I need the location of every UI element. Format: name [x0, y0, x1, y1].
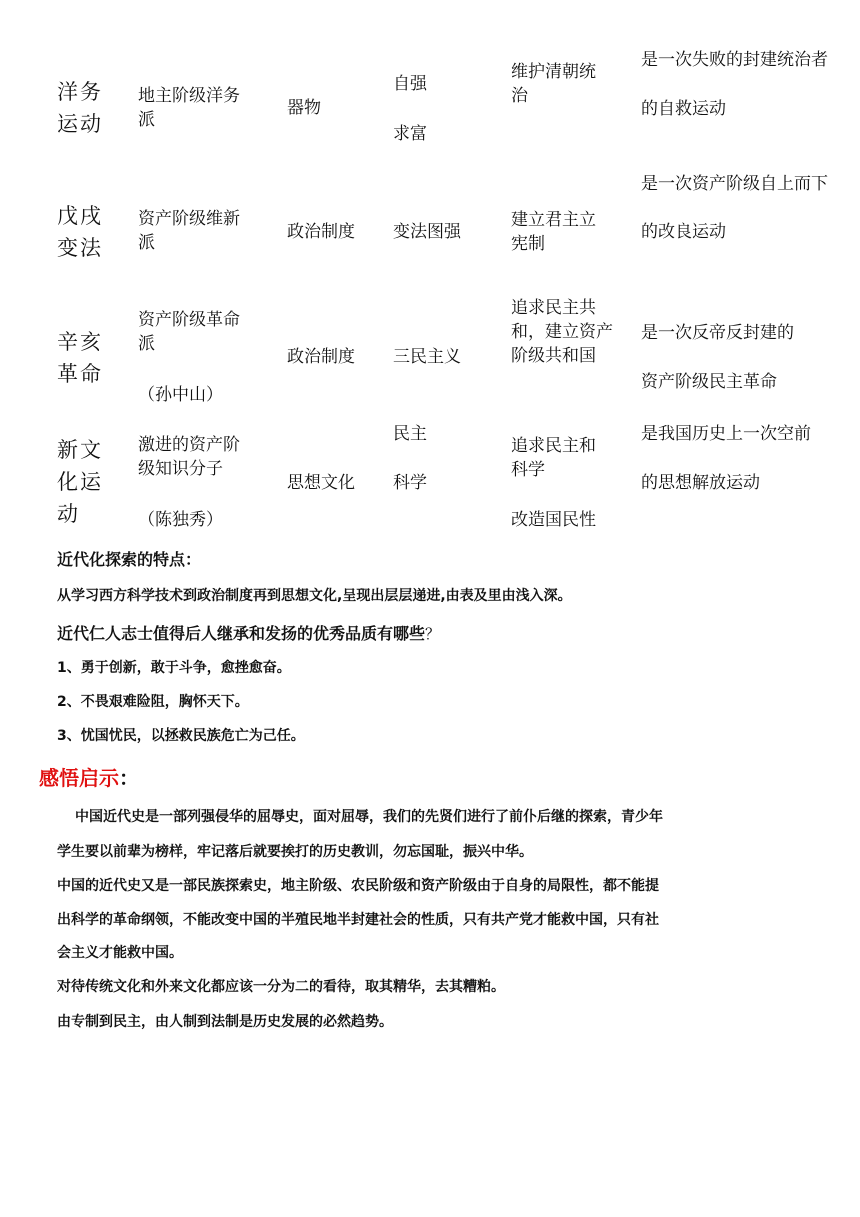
row4-domain: 思想文化: [287, 473, 355, 493]
insight-line-2: 学生要以前辈为榜样，牢记落后就要挨打的历史教训，勿忘国耻，振兴中华。: [57, 844, 533, 860]
insight-line-3: 中国的近代史又是一部民族探索史，地主阶级、农民阶级和资产阶级由于自身的局限性，都不能提: [57, 878, 659, 894]
qualities-item-2: 2、不畏艰难险阻，胸怀天下。: [57, 694, 249, 710]
row2-nature-1: 是一次资产阶级自上而下: [641, 174, 828, 194]
row4-nature-1: 是我国历史上一次空前: [641, 424, 811, 444]
row1-goal: 维护清朝统 治: [511, 62, 596, 106]
features-heading: 近代化探索的特点：: [57, 550, 202, 569]
row4-class: 激进的资产阶 级知识分子: [138, 435, 240, 479]
row2-nature-2: 的改良运动: [641, 222, 726, 242]
insight-heading: 感悟启示：: [39, 766, 139, 790]
row3-class: 资产阶级革命 派: [138, 310, 240, 354]
insight-line-1: 中国近代史是一部列强侵华的屈辱史，面对屈辱，我们的先贤们进行了前仆后继的探索，青少年: [75, 809, 663, 825]
row4-slogan-2: 科学: [393, 473, 427, 493]
row2-name: 戊戌 变法: [57, 204, 103, 260]
row3-nature-2: 资产阶级民主革命: [641, 372, 777, 392]
insight-line-5: 会主义才能救中国。: [57, 945, 183, 961]
row1-name: 洋务 运动: [57, 80, 103, 136]
insight-line-6: 对待传统文化和外来文化都应该一分为二的看待，取其精华，去其糟粕。: [57, 979, 505, 995]
row1-nature-2: 的自救运动: [641, 99, 726, 119]
row2-slogan: 变法图强: [393, 222, 461, 242]
row4-goal-3: 改造国民性: [511, 510, 596, 530]
row3-goal: 追求民主共 和，建立资产 阶级共和国: [511, 298, 613, 366]
row3-domain: 政治制度: [287, 347, 355, 367]
row2-class: 资产阶级维新 派: [138, 209, 240, 253]
row1-slogan-1: 自强: [393, 74, 427, 94]
row4-nature-2: 的思想解放运动: [641, 473, 760, 493]
row3-slogan: 三民主义: [393, 347, 461, 367]
features-text: 从学习西方科学技术到政治制度再到思想文化,呈现出层层递进,由表及里由浅入深。: [57, 588, 572, 604]
qualities-heading: 近代仁人志士值得后人继承和发扬的优秀品质有哪些？: [57, 624, 441, 643]
row2-goal: 建立君主立 宪制: [511, 210, 596, 254]
row4-name: 新文 化运 动: [57, 438, 103, 526]
row3-person: （孙中山）: [138, 385, 223, 405]
qualities-item-3: 3、忧国忧民，以拯救民族危亡为己任。: [57, 728, 305, 744]
insight-line-4: 出科学的革命纲领，不能改变中国的半殖民地半封建社会的性质，只有共产党才能救中国，只有社: [57, 912, 659, 928]
row3-nature-1: 是一次反帝反封建的: [641, 323, 794, 343]
row1-domain: 器物: [287, 98, 321, 118]
row2-domain: 政治制度: [287, 222, 355, 242]
row4-slogan-1: 民主: [393, 424, 427, 444]
row3-name: 辛亥 革命: [57, 330, 103, 386]
row1-slogan-2: 求富: [393, 124, 427, 144]
row4-goal: 追求民主和 科学: [511, 436, 596, 480]
row4-person: （陈独秀）: [138, 510, 223, 530]
qualities-item-1: 1、勇于创新，敢于斗争，愈挫愈奋。: [57, 660, 291, 676]
insight-line-7: 由专制到民主，由人制到法制是历史发展的必然趋势。: [57, 1014, 393, 1030]
row1-nature-1: 是一次失败的封建统治者: [641, 50, 828, 70]
row1-class: 地主阶级洋务 派: [138, 86, 240, 130]
